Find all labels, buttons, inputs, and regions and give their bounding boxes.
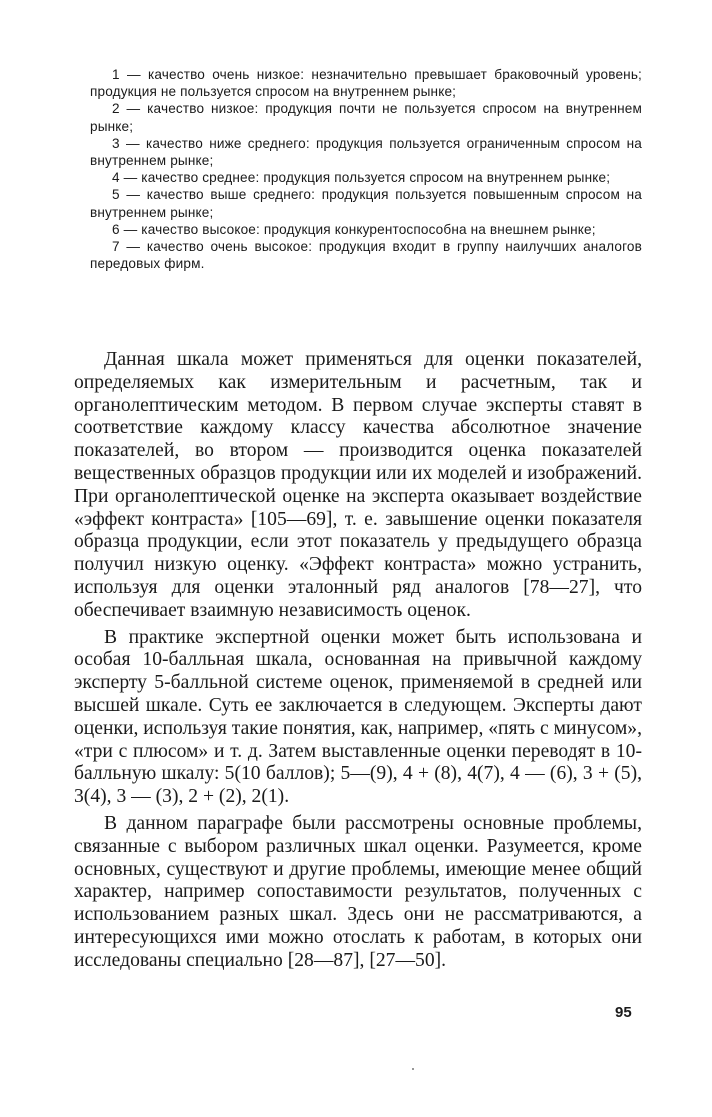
quality-scale-list <box>90 66 642 272</box>
print-speck <box>412 1068 414 1070</box>
paragraph-conclusion: В данном параграфе были рассмотрены основные проблемы, связанные с выбором различных шкал оценки. Разумеется, кроме основных, существуют и другие проблемы, имеющие менее общий характер, например сопоставимости результатов, полученных с использованием разных шкал. Здесь они не рассматриваются, а интересующихся ими можно отослать к работам, в которых они исследованы специально [28—87], [27—50]. <box>74 812 642 971</box>
scale-item-1: 1 — качество очень низкое: незначительно превышает браковочный уровень; продукция не пользуется спросом на внутреннем рынке; <box>90 67 642 100</box>
scale-item-4: 4 — качество среднее: продукция пользуется спросом на внутреннем рынке; <box>112 170 611 186</box>
main-text <box>74 349 642 977</box>
scale-item-5: 5 — качество выше среднего: продукция пользуется повышенным спросом на внутреннем рынке; <box>90 187 642 220</box>
scale-item-2: 2 — качество низкое: продукция почти не пользуется спросом на внутреннем рынке; <box>90 101 642 134</box>
scale-item-3: 3 — качество ниже среднего: продукция пользуется ограниченным спросом на внутреннем рынке; <box>90 135 642 169</box>
scale-item-7: 7 — качество очень высокое: продукция входит в группу наилучших аналогов передовых фирм. <box>90 239 642 272</box>
page-number: 95 <box>615 1004 632 1021</box>
paragraph-scale-application: Данная шкала может применяться для оценки показателей, определяемых как измерительным и расчетным, так и органолептическим методом. В первом случае эксперты ставят в соответствие каждому классу качества абсолютное значение показателей, во втором — производится оценка показателей вещественных образцов продукции или их моделей и изображений. При органолептической оценке на эксперта оказывает воздействие «эффект контраста» [105—69], т. е. завышение оценки показателя образца продукции, если этот показатель у предыдущего образца получил низкую оценку. «Эффект контраста» можно устранить, используя для оценки эталонный ряд аналогов [78—27], что обеспечивает взаимную независимость оценок. <box>74 349 642 621</box>
paragraph-ten-point-scale: В практике экспертной оценки может быть использована и особая 10-балльная шкала, основанная на привычной каждому эксперту 5-балльной системе оценок, применяемой в средней или высшей шкале. Суть ее заключается в следующем. Эксперты дают оценки, используя такие понятия, как, например, «пять с минусом», «три с плюсом» и т. д. Затем выставленные оценки переводят в 10-балльную шкалу: 5(10 баллов); 5—(9), 4 + (8), 4(7), 4 — (6), 3 + (5), 3(4), 3 — (3), 2 + (2), 2(1). <box>74 626 642 808</box>
scale-item-6: 6 — качество высокое: продукция конкурентоспособна на внешнем рынке; <box>112 221 596 237</box>
